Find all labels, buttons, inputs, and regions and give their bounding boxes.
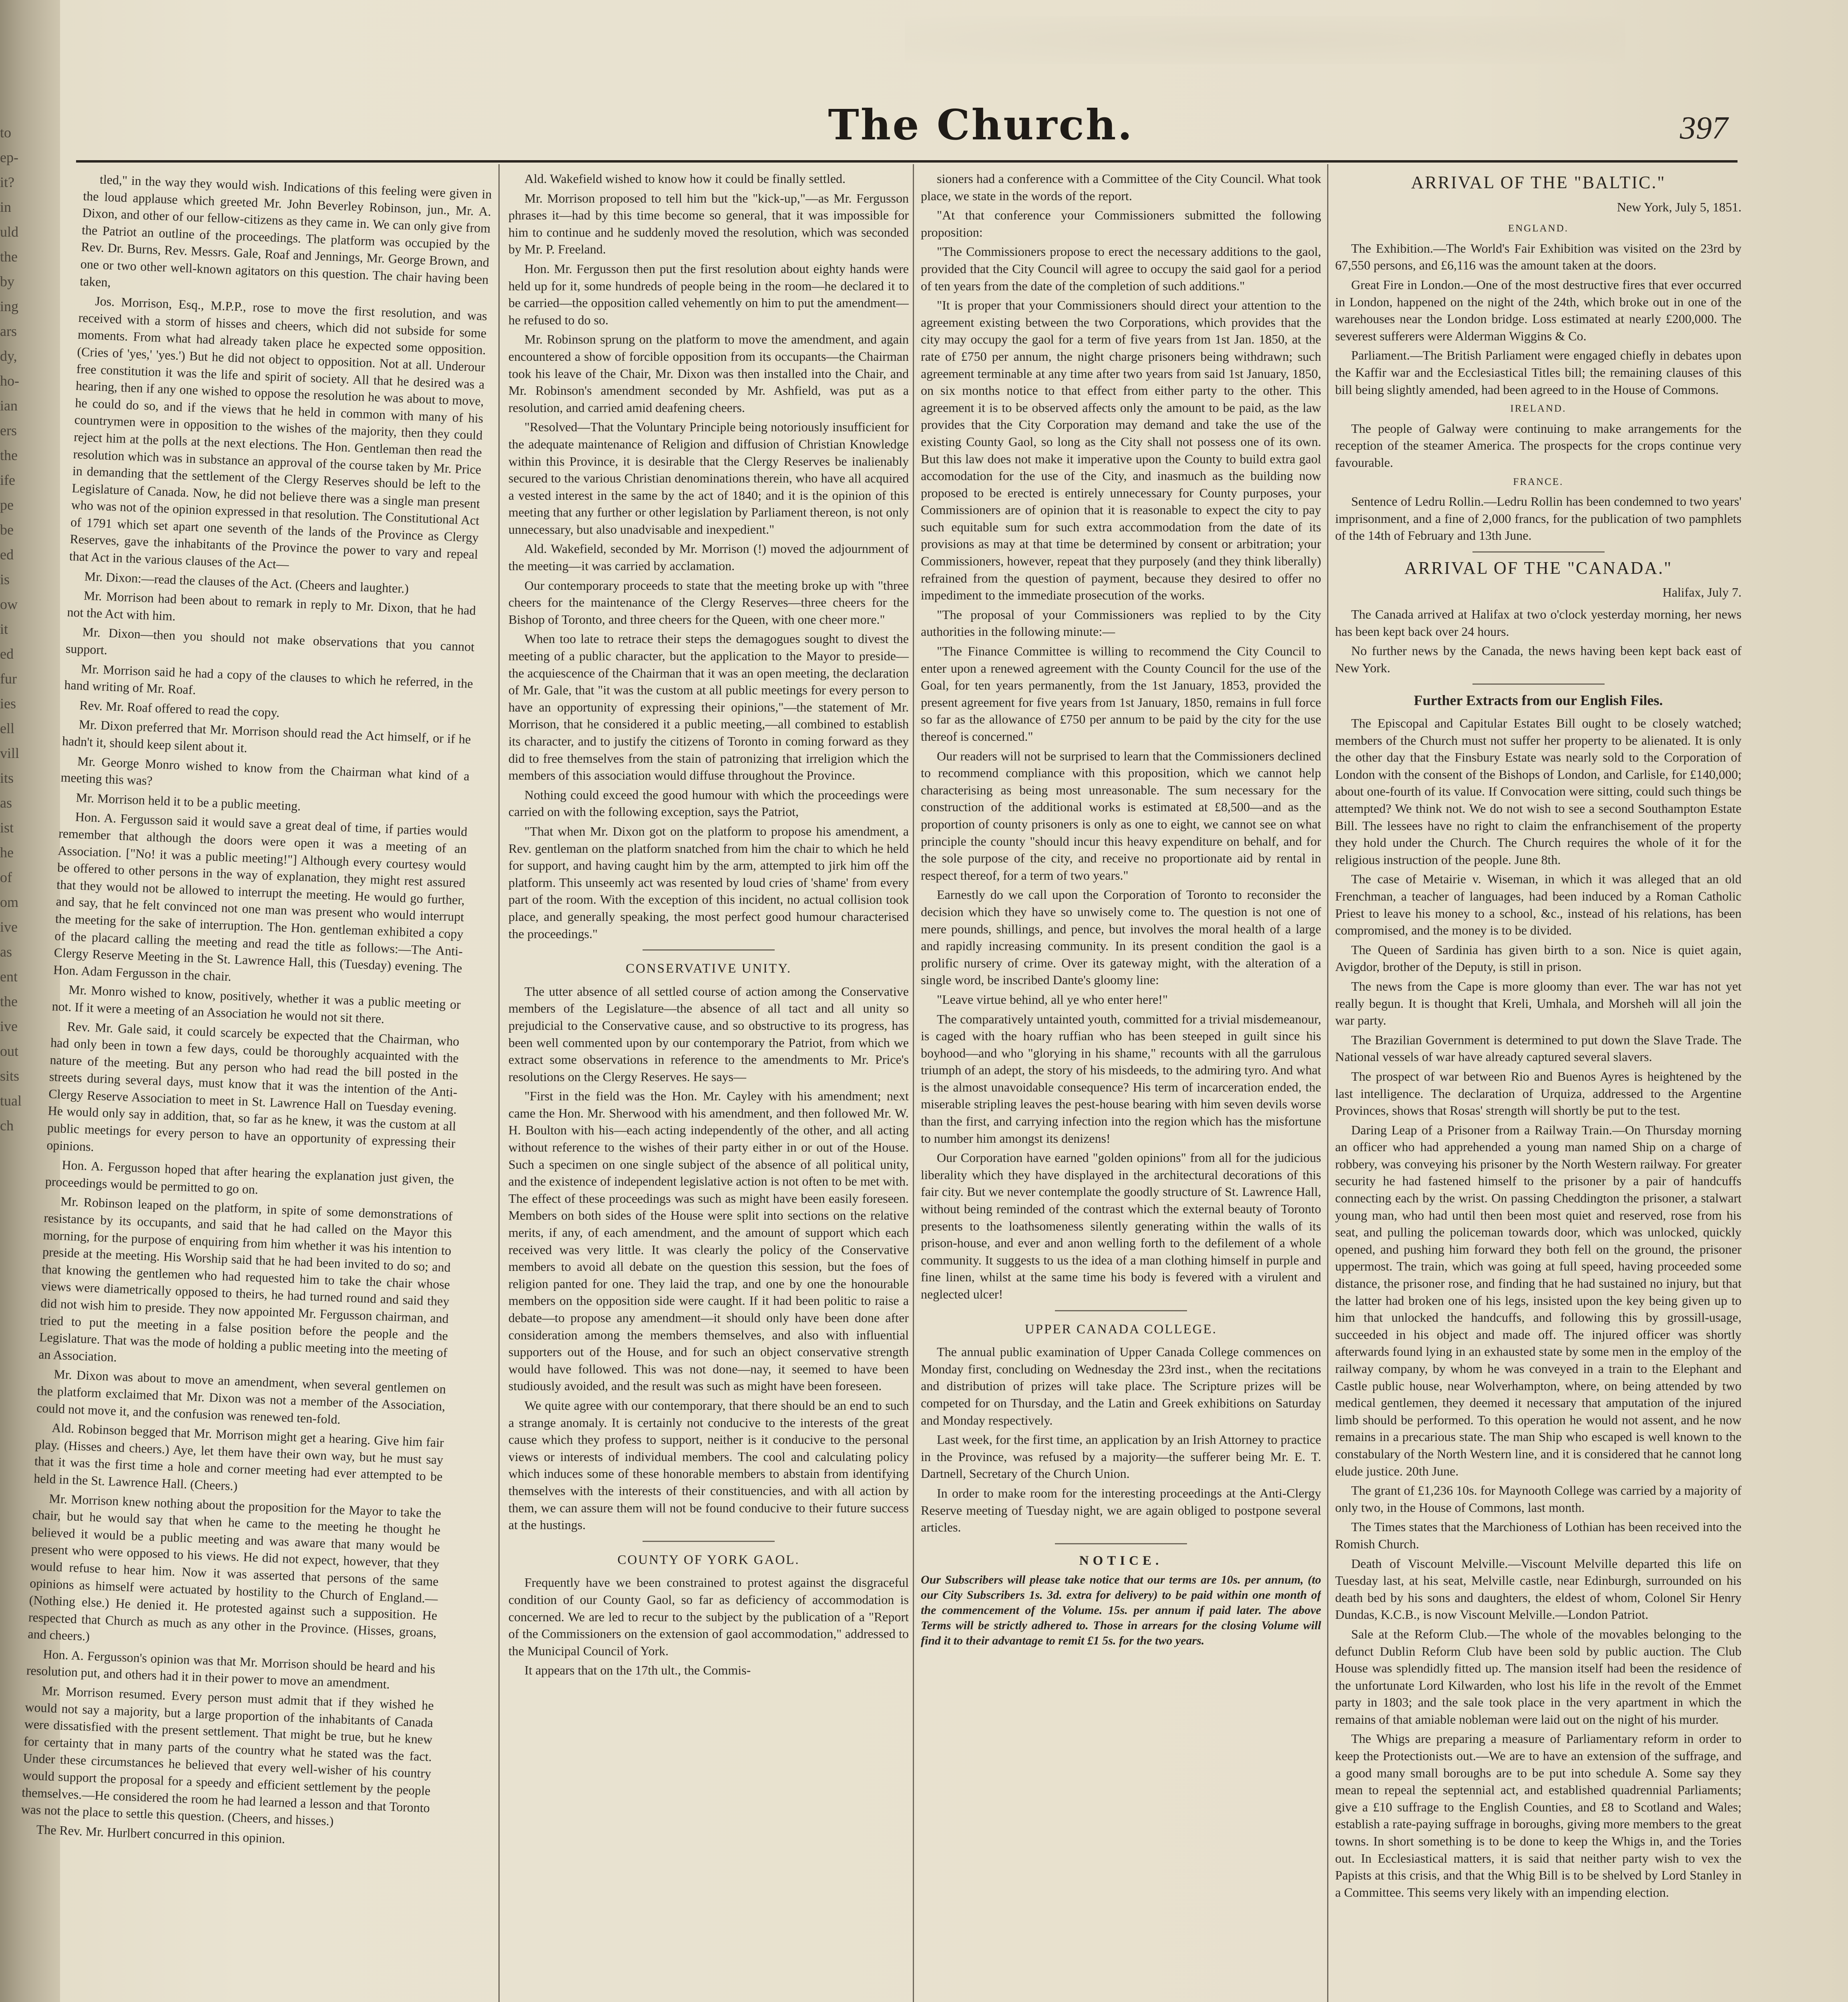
gutter-fragment: be (0, 522, 14, 538)
paragraph: The case of Metairie v. Wiseman, in which it was alleged that an old Frenchman, a teacher of languages, had been induced by a Roman Catholic Priest to leave his money to a school, &c., instead of his relations, has been compromised, and the money is to be divided. (1335, 872, 1742, 938)
paragraph: The Exhibition.—The World's Fair Exhibition was visited on the 23rd by 67,550 persons, and £6,116 was the amount taken at the doors. (1335, 241, 1742, 273)
paragraph: The Whigs are preparing a measure of Parliamentary reform in order to keep the Protectionists out.—We are to have an extension of the suffrage, and a good many small boroughs are to be put into schedule A. Some say they mean to repeal the septennial act, and established quadrennial Parliaments; give a £10 suffrage to the English Counties, and £8 to Scotland and Wales; establish a rate-paying suffrage in boroughs, giving more members to the great towns. In short something is to be done to keep the Whigs in, and the Tories out. In Ecclesiastical matters, it is said that neither party wish to vex the Papists at this crisis, and that the Whig Bill is to be shelved by Lord Stanley in a Committee. This seems very likely with an impending election. (1335, 1731, 1742, 1899)
section-rule (1472, 683, 1605, 685)
paragraph: When too late to retrace their steps the demagogues sought to divest the meeting of a public character, but the application to the Mayor to preside—the acquiescence of the Chairman that it was an open meeting, the declaration of Mr. Gale, that "it was the custom at all public meetings for every person to have an opportunity of expressing their opinions,"—the statement of Mr. Morrison, that he considered it a public meeting,—all combined to establish its character, and to justify the citizens of Toronto in coming forward as they did to free themselves from the stain of patronizing that irreligion which the members of this association would diffuse throughout the Province. (508, 631, 909, 783)
paragraph: Mr. George Monro wished to know from the Chairman what kind of a meeting this was? (60, 754, 470, 788)
paragraph: Mr. Dixon was about to move an amendment, when several gentlemen on the platform exclaimed that Mr. Dixon was not a member of the Association, could not move it, and the confusion was renewed ten-fold. (36, 1367, 446, 1427)
gutter-fragment: fur (0, 671, 17, 687)
paragraph: Mr. Morrison had been about to remark in reply to Mr. Dixon, that he had not the Act with him. (66, 588, 476, 623)
column-1 (0, 170, 492, 2002)
paragraph: Mr. Morrison held it to be a public meeting. (76, 790, 301, 813)
paragraph: In order to make room for the interesting proceedings at the Anti-Clergy Reserve meeting of Tuesday night, we are again obliged to postpone several articles. (921, 1485, 1321, 1535)
gutter-fragment: ian (0, 398, 18, 414)
paragraph: Ald. Wakefield wished to know how it could be finally settled. (524, 171, 846, 186)
gutter-fragment: om (0, 894, 19, 910)
paragraph: tled," in the way they would wish. Indications of this feeling were given in the loud applause which greeted Mr. John Beverley Robinson, jun., Mr. A. Dixon, and other of our fellow-citizens as they came in. We can only give from the Patriot an outline of the proceedings. The platform was occupied by the Rev. Dr. Burns, Rev. Messrs. Gale, Roaf and Jennings, Mr. George Brown, and one or two other well-known agitators on this question. The chair having been taken, (79, 172, 492, 289)
gutter-fragment: ell (0, 720, 14, 736)
column-rule (1327, 164, 1328, 2002)
gutter-fragment: the (0, 447, 18, 463)
paragraph: Jos. Morrison, Esq., M.P.P., rose to move the first resolution, and was received with a storm of hisses and cheers, which did not subside for some moments. From what had already taken place he expected some opposition. (Cries of 'yes,' 'yes.') But he did not object to opposition. Not at all. Underour free constitution it was the life and spirit of society. All that he desired was a hearing, then if any one wished to oppose the resolution he was about to move, he could do so, and if the views that he held in common with many of his countrymen were in opposition to the wishes of the majority, then they could reject him at the polls at the next elections. The Hon. Gentleman then read the resolution which was in substance an approval of the course taken by Mr. Price in demanding that the settlement of the Clergy Reserves should be left to the Legislature of Canada. Now, he did not believe there was a single man present who was not of the opinion expressed in that resolution. The Constitutional Act of 1791 which set apart one seventh of the lands of the Province as Clergy Reserves, gave the inhabitants of the Province the power to vary and repeal that Act in the various clauses of the Act— (69, 293, 488, 572)
canada-news (1335, 606, 1742, 676)
paragraph: No further news by the Canada, the news having been kept back east of New York. (1335, 643, 1742, 675)
paragraph: Mr. Morrison said he had a copy of the clauses to which he referred, in the hand writing of Mr. Roaf. (64, 661, 474, 697)
gutter-fragment: ies (0, 695, 16, 712)
paragraph: "Resolved—That the Voluntary Principle being notoriously insufficient for the adequate maintenance of Religion and diffusion of Christian Knowledge within this Province, it is desirable that the Clergy Reserves be inalienably secured to the various Christian denominations therein, who have all acquired a vested interest in the same by the act of 1840; and it is the opinion of this meeting that any further or other legislation by Parliament thereon, is not only unnecessary, but also unadvisable and inexpedient." (508, 420, 909, 537)
england-news (1335, 240, 1742, 398)
france-news: Sentence of Ledru Rollin.—Ledru Rollin has been condemned to two years' imprisonment, and a fine of 2,000 francs, for the publication of two pamphlets of the 14th of February and 13th June. (1335, 494, 1742, 543)
gutter-fragment: it? (0, 174, 14, 190)
section-rule (643, 1541, 775, 1542)
paragraph: sioners had a conference with a Committee of the City Council. What took place, we state in the words of the report. (921, 171, 1321, 203)
conservative-unity-article (508, 983, 909, 1534)
paragraph: The comparatively untainted youth, committed for a trivial misdemeanour, is caged with the hoary ruffian who has been steeped in guilt since his boyhood—and who "glorying in his shame," recounts with all the garrulous triumph of an adept, the story of his misdeeds, to the admiring tyro. And what is the almost unavoidable consequence? His term of incarceration ended, the miserable stripling leaves the pest-house bearing with him seven devils worse than the first, and carrying infection into the region which has the misfortune to number him amongst its denizens! (921, 1011, 1321, 1146)
gutter-fragment: ing (0, 298, 19, 314)
paragraph: Hon. A. Fergusson said it would save a great deal of time, if parties would remember that although the doors were open it was a meeting of an Association. ["No! it was a public meeting!"] Although every courtesy would be offered to other persons in the way of explanation, they might rest assured that they would not be allowed to interrupt the meeting. He would go further, and say, that he felt convinced not one man was present who would interrupt the meeting for the sake of interruption. The Hon. gentleman exhibited a copy of the placard calling the meeting and read the title as follows:—The Anti-Clergy Reserve Meeting in the St. Lawrence Hall, this (Tuesday) evening. The Hon. Adam Fergusson in the chair. (53, 809, 468, 984)
paragraph: Death of Viscount Melville.—Viscount Melville departed this life on Tuesday last, at his seat, Melville castle, near Edinburgh, surrounded on his death bed by his sons and daughters, the eldest of whom, Colonel Sir Henry Dundas, K.C.B., is now Viscount Melville.—London Patriot. (1335, 1556, 1742, 1622)
gutter-fragment: ers (0, 422, 17, 438)
gutter-fragment: it (0, 621, 8, 637)
paragraph: The Episcopal and Capitular Estates Bill ought to be closely watched; members of the Church must not suffer her property to be alienated. It is only the other day that the Finsbury Estate was nearly sold to the Corporation of London with the consent of the Bishops of London, and Carlisle, for £140,000; about one-fourth of its value. If Convocation were sitting, could such things be attempted? We think not. We do not wish to see a second Southampton Estate Bill. The lessees have no right to claim the enfranchisement of the property they hold under the Church. The Church requires the whole of it for the religious instruction of the people. June 8th. (1335, 716, 1742, 867)
column-4 (1335, 170, 1742, 2002)
gutter-fragment: pe (0, 497, 14, 513)
paragraph: Mr. Robinson leaped on the platform, in spite of some demonstrations of resistance by its occupants, and said that he had called on the Mayor this morning, for the purpose of enquiring from him whether it was his intention to preside at the meeting. His Worship said that he had been invited to do so; and that knowing the gentlemen who had requested him to take the chair whose views were diametrically opposed to theirs, he had turned round and said they did not wish him to preside. They now appointed Mr. Fergusson chairman, and tried to put the meeting in a false position before the people and the Legislature. That was the mode of holding a public meeting into the meeting of an Association. (38, 1194, 453, 1365)
gutter-fragment: as (0, 944, 12, 960)
column-2 (508, 170, 909, 2002)
column-rule (913, 164, 914, 2002)
paragraph: "First in the field was the Hon. Mr. Cayley with his amendment; next came the Hon. Mr. Sherwood with his amendment, and then followed Mr. W. H. Boulton with his—each acting independently of the other, and all acting without reference to the wishes of their party either in or out of the House. Such a specimen on one single subject of the absence of all political unity, and the existence of independent legislative action is not often to be met with. The effect of these proceedings was such as might have been easily foreseen. Members on both sides of the House were split into sections on the relative merits, if any, of each amendment, and the amount of support which each received was very little. It was clearly the policy of the Conservative members to avoid all debate on the question this session, but the foes of religion panted for one. They laid the trap, and one by one the honourable members on the opposition side were caught. If it had been politic to raise a debate—to propose any amendment—it should only have been done after consideration among the members themselves, and also with influential supporters out of the House, and for such an object conservative strength would have followed. This was not done—nay, it seemed to have been studiously avoided, and the result was such as might have been foreseen. (508, 1089, 909, 1393)
paragraph: Our contemporary proceeds to state that the meeting broke up with "three cheers for the maintenance of the Clergy Reserves—three cheers for the Bishop of Toronto, and three cheers for the Queen, with one cheer more." (508, 578, 909, 627)
paragraph: The Queen of Sardinia has given birth to a son. Nice is quiet again, Avigdor, brother of the Deputy, is still in prison. (1335, 942, 1742, 974)
gutter-fragment: is (0, 571, 10, 587)
paragraph: Hon. Mr. Fergusson then put the first resolution about eighty hands were held up for it, some hundreds of people being in the room—he declared it to be carried—the opposition called vehemently on him to put the amendment—he refused to do so. (508, 261, 909, 327)
meeting-report-continued (508, 170, 909, 942)
subscriber-notice: Our Subscribers will please take notice that our terms are 10s. per annum, (to our City Subscribers 1s. 3d. extra for delivery) to be paid within one month of the commencement of the Volume. 15s. per annum if paid later. The above Terms will be strictly adhered to. Those in arrears for the closing Volume will find it to their advantage to remit £1 5s. for the two years. (921, 1573, 1321, 1648)
gutter-fragment: its (0, 770, 14, 786)
paragraph: "The Commissioners propose to erect the necessary additions to the gaol, provided that the City Council will agree to occupy the said gaol for a period of ten years from the date of the completion of such additions." (921, 244, 1321, 293)
gutter-fragment: ed (0, 646, 14, 662)
gutter-fragment: as (0, 795, 12, 811)
header-rule (76, 160, 1738, 163)
paragraph: It appears that on the 17th ult., the Commis- (524, 1663, 751, 1678)
gutter-fragment: tual (0, 1093, 22, 1109)
gutter-fragment: ch (0, 1118, 14, 1134)
gutter-fragment: he (0, 844, 14, 860)
paragraph: Ald. Wakefield, seconded by Mr. Morrison (!) moved the adjournment of the meeting—it was carried by acclamation. (508, 541, 909, 573)
paragraph: We quite agree with our contemporary, that there should be an end to such a strange anomaly. It is certainly not conducive to the interests of the great cause which they profess to support, neither is it conducive to the personal views or interests of individual members. The cool and calculating policy which induces some of these honorable members to abstain from identifying themselves with the interests of their constituencies, and with all action by them, we can assure them will not be found conducive to their future success at the hustings. (508, 1398, 909, 1532)
gutter-fragment: the (0, 993, 18, 1009)
paragraph: Mr. Dixon:—read the clauses of the Act. (Cheers and laughter.) (84, 569, 409, 596)
paragraph: "It is proper that your Commissioners should direct your attention to the agreement existing between the two Corporations, which provides that the city may occupy the gaol for a term of five years from 1st Jan. 1850, at the rate of £750 per annum, the night charge prisoners being withdrawn; such agreement terminable at any time after two years from said 1st January, 1850, on six months notice to that effect from either party to the other. This agreement it is to be observed affects only the amount to be paid, as the law provides that the City Corporation may demand and take the use of the existing County Gaol, so long as the City shall not possess one of its own. But this law does not make it imperative upon the County to build extra gaol accomodation for the use of the City, and inasmuch as the building now proposed to be erected is entirely unnecessary for County purposes, your Commissioners are of opinion that it is reasonable to expect the city to pay such equitable sum for such extra accommodation from the date of its provisions as may at that time be determined by consent or arbitration; your Commissioners, however, repeat that they purposely (and they think liberally) refrained from the question of payment, because they desired to offer no impediment to the immediate prosecution of the works. (921, 298, 1321, 603)
gutter-fragment: ist (0, 820, 14, 836)
paragraph: The annual public examination of Upper Canada College commences on Monday first, concluding on Wednesday the 23rd inst., when the recitations and distribution of prizes will take place. The Scripture prizes will be competed for on Thursday, and the Latin and Greek exhibitions on Saturday and Monday respectively. (921, 1345, 1321, 1427)
subheading-ireland: IRELAND. (1510, 403, 1567, 414)
section-rule (1472, 551, 1605, 553)
subheading-england: ENGLAND. (1508, 223, 1569, 234)
gutter-fragment: the (0, 249, 18, 265)
heading-county-gaol: COUNTY OF YORK GAOL. (617, 1552, 800, 1567)
gutter-fragment: dy, (0, 348, 17, 364)
newspaper-title: The Church. (828, 100, 1134, 149)
county-gaol-article (508, 1574, 909, 1679)
paragraph: "At that conference your Commissioners submitted the following proposition: (921, 208, 1321, 239)
paragraph: Daring Leap of a Prisoner from a Railway Train.—On Thursday morning an officer who had apprehended a young man named Ship on a charge of robbery, was conveying his prisoner by the North Western railway. For greater security he had fastened himself to the prisoner by a pair of handcuffs connecting each by the wrist. On passing Cheddington the prisoner, a stalwart young man, who had until then been most quiet and reserved, rose from his seat, and pulling the policeman towards door, which was unlocked, quickly opened, and pushing him forward they both fell on the ground, the prisoner uppermost. The train, which was going at full speed, having proceeded some distance, the prisoner rose, and finding that he had sustained no injury, but that the latter had broken one of his legs, insisted upon the key being given up to him that unlocked the handcuffs, and following this by grossill-usage, succeeded in his object and made off. The injured officer was shortly afterwards found lying in an exhausted state by some men in the employ of the railway company, by whom he was conveyed in a train to the Elephant and Castle public house, near Wolverhampton, where, on being attended by two medical gentlemen, they deemed it necessary that amputation of the injured limb should be performed. To this operation he would not assent, and he now remains in a precarious state. The man Ship who escaped is well known to the constabulary of the North Western line, and it is considered that he cannot long elude justice. 20th June. (1335, 1122, 1742, 1478)
ireland-news: The people of Galway were continuing to make arrangements for the reception of the steamer America. The prospects for the crops continue very favourable. (1335, 421, 1742, 470)
gutter-fragment: out (0, 1043, 19, 1059)
subheading-france: FRANCE. (1513, 476, 1564, 487)
paragraph: Mr. Morrison proposed to tell him but the "kick-up,"—as Mr. Fergusson phrases it—had by this time become so general, that it was impossible for him to continue and he suddenly moved the resolution, which was seconded by Mr. P. Freeland. (508, 191, 909, 257)
paragraph: Mr. Dixon—then you should not make observations that you cannot support. (65, 625, 475, 657)
paragraph: The Rev. Mr. Hurlbert concurred in this opinion. (36, 1822, 285, 1846)
paragraph: Mr. Monro wished to know, positively, whether it was a public meeting or not. If it were a meeting of an Association he would not sit there. (52, 982, 461, 1026)
paragraph: Rev. Mr. Roaf offered to read the copy. (79, 697, 280, 720)
english-files-extracts (1335, 715, 1742, 1901)
gutter-fragment: ars (0, 323, 17, 339)
paragraph: Nothing could exceed the good humour with which the proceedings were carried on with the following exception, says the Patriot, (508, 787, 909, 819)
heading-upper-canada-college: UPPER CANADA COLLEGE. (1024, 1322, 1217, 1337)
paragraph: Frequently have we been constrained to protest against the disgraceful condition of our County Gaol, so far as deficiency of accommodation is concerned. We are led to recur to the subject by the publication of a "Report of the Commissioners on the extension of gaol accommodation," addressed to the Municipal Council of York. (508, 1575, 909, 1658)
gutter-fragment: ent (0, 969, 18, 985)
dateline-halifax: Halifax, July 7. (1662, 585, 1742, 600)
section-rule (643, 949, 775, 951)
gutter-fragment: by (0, 273, 14, 289)
gutter-fragment: ive (0, 919, 18, 935)
gutter-fragment: sits (0, 1068, 20, 1084)
paragraph: The utter absence of all settled course of action among the Conservative members of the Legislature—the absence of all tact and all unity so prejudicial to the Conservative cause, and so obstructive to its progress, has been well commented upon by our contemporary the Patriot, from which we extract some observations in reference to the amendments to Mr. Price's resolutions on the Clergy Reserves. He says— (508, 984, 909, 1084)
gutter-fragment: ow (0, 596, 18, 612)
gutter-fragment: uld (0, 224, 19, 240)
paragraph: "That when Mr. Dixon got on the platform to propose his amendment, a Rev. gentleman on the platform snatched from him the chair to which he held for support, and having caught him by the arm, attempted to jirk him off the platform. This unseemly act was resented by loud cries of 'shame' from every part of the room. With the exception of this incident, no actual collision took place, and generally speaking, the most perfect good humour characterised the proceedings." (508, 824, 909, 941)
heading-arrival-baltic: ARRIVAL OF THE "BALTIC." (1411, 173, 1666, 192)
heading-english-files: Further Extracts from our English Files. (1414, 692, 1663, 709)
gutter-fragment: ive (0, 1018, 18, 1034)
paragraph: Mr. Morrison resumed. Every person must admit that if they wished he would not say a majority, but a large proportion of the inhabitants of Canada were dissatisfied with the present settlement. That might be true, but he knew for certainty that in many parts of the country what he stated was the fact. Under these circumstances he believed that every well-wisher of his country would support the proposal for a speedy and efficient settlement by the people themselves.—He considered the room he had learned a lesson and that Toronto was not the place to settle this question. (Cheers, and hisses.) (21, 1683, 434, 1829)
gutter-fragment: vill (0, 745, 20, 761)
section-rule (1055, 1310, 1187, 1311)
dateline-new-york: New York, July 5, 1851. (1617, 199, 1742, 214)
masthead (681, 100, 1281, 152)
gutter-fragment: ed (0, 547, 14, 563)
paragraph: Ald. Robinson begged that Mr. Morrison might get a hearing. Give him fair play. (Hisses and cheers.) Aye, let them have their own way, but he must say that it was the first time a hole and corner meeting had ever attempted to be held in the St. Lawrence Hall. (Cheers.) (33, 1420, 444, 1493)
column-rule (498, 164, 500, 2002)
paragraph: Last week, for the first time, an application by an Irish Attorney to practice in the Province, was refused by a majority—the sufferer being Mr. E. T. Dartnell, Secretary of the Church Union. (921, 1432, 1321, 1481)
column-3 (921, 170, 1321, 2002)
paragraph: "Leave virtue behind, all ye who enter here!" (937, 992, 1168, 1007)
paragraph: The Times states that the Marchioness of Lothian has been received into the Romish Church. (1335, 1520, 1742, 1551)
paragraph: Rev. Mr. Gale said, it could scarcely be expected that the Chairman, who had only been in town a few days, could be thoroughly acquainted with the nature of the meeting. But any person who had read the bill posted in the streets during several days, must know that it was the intention of the Anti-Clergy Reserve Association to meet in St. Lawrence Hall on Tuesday evening. He would only say in addition, that, so far as he knew, it was the custom at all public meetings for every person to have an opportunity of expressing their opinions. (46, 1019, 460, 1154)
paragraph: Mr. Robinson sprung on the platform to move the amendment, and again encountered a show of forcible opposition from its occupants—the Chairman took his leave of the Chair, Mr. Dixon was then installed into the Chair, and Mr. Robinson's amendment seconded by Mr. Ashfield, was put as a resolution, and carried amid deafening cheers. (508, 332, 909, 415)
section-rule (1055, 1543, 1187, 1544)
paragraph: Sale at the Reform Club.—The whole of the movables belonging to the defunct Dublin Reform Club have been sold by public auction. The Club House was splendidly fitted up. The mansion itself had been the residence of the unfortunate Lord Kilwarden, who lost his life in the revolt of the Emmet party in 1803; and the sale took place in the very apartment in which the remains of that amiable nobleman were laid out on the night of his murder. (1335, 1626, 1742, 1727)
gutter-fragment: ife (0, 472, 15, 488)
county-gaol-article-continued (921, 170, 1321, 1303)
paragraph: Earnestly do we call upon the Corporation of Toronto to reconsider the decision which they have so unwisely come to. The question is not one of mere pounds, shillings, and pence, but involves the moral health of a large and rapidly increasing community. In its present condition the gaol is a prolific nursery of crime. Over its gateway might, with the alteration of a single word, be inscribed Dante's gloomy line: (921, 887, 1321, 987)
paragraph: Parliament.—The British Parliament were engaged chiefly in debates upon the Kaffir war and the Ecclesiastical Titles bill; the remaining clauses of this bill being slightly amended, had been agreed to in the House of Commons. (1335, 348, 1742, 397)
heading-conservative-unity: CONSERVATIVE UNITY. (625, 961, 792, 976)
gutter-fragment: to (0, 125, 12, 141)
paragraph: "The proposal of your Commissioners was replied to by the City authorities in the following minute:— (921, 607, 1321, 639)
gutter-fragment: of (0, 869, 12, 885)
paragraph: Mr. Dixon preferred that Mr. Morrison should read the Act himself, or if he hadn't it, should keep silent about it. (62, 717, 471, 755)
notice-heading: NOTICE. (1079, 1553, 1163, 1568)
previous-page-gutter (0, 120, 28, 2002)
paragraph: Our Corporation have earned "golden opinions" from all for the judicious liberality which they have displayed in the architectural decorations of this fair city. But we never contemplate the goodly structure of St. Lawrence Hall, without being reminded of the contrast which the external beauty of Toronto presents to the loathsomeness silently generating within the walls of its prison-house, and ever and anon welling forth to the defilement of a whole community. It suggests to us the idea of a man clothing himself in purple and fine linen, whilst at the same time his body is fevered with a virulent and neglected ulcer! (921, 1150, 1321, 1301)
paragraph: Hon. A. Fergusson hoped that after hearing the explanation just given, the proceedings would be permitted to go on. (45, 1157, 454, 1197)
gutter-fragment: ho- (0, 373, 19, 389)
paragraph: The news from the Cape is more gloomy than ever. The war has not yet really begun. It is thought that Kreli, Umhala, and Morsheh will all join the war party. (1335, 979, 1742, 1028)
page-number: 397 (1680, 111, 1728, 146)
paragraph: "The Finance Committee is willing to recommend the City Council to enter upon a renewed agreement with the County Council for the use of the Goal, for ten years permanently, from the 1st January, 1853, provided the present agreement for five years from 1st January, 1850, remains in full force so far as the allowance of £750 per annum to be paid by the city for the use thereof is concerned." (921, 644, 1321, 744)
paragraph: Mr. Morrison knew nothing about the proposition for the Mayor to take the chair, but he would say that when he came to the meeting he thought he believed it would be a public meeting and was aware that many would be present who were opposed to his views. He did not expect, however, that they would refuse to hear him. Now it was asserted that persons of the same opinions as himself were actuated by hostility to the Church of England.—(Nothing else.) He denied it. He protested against such a supposition. He respected that Church as much as any other in the Province. (Hisses, groans, and cheers.) (27, 1491, 442, 1644)
paragraph: Great Fire in London.—One of the most destructive fires that ever occurred in London, happened on the night of the 24th, which broke out in one of the warehouses near the London bridge. Loss estimated at nearly £200,000. The severest sufferers were Alderman Wiggins & Co. (1335, 277, 1742, 343)
paragraph: Hon. A. Fergusson's opinion was that Mr. Morrison should be heard and his resolution put, and others had it in their power to move an amendment. (26, 1646, 436, 1692)
gutter-fragment: in (0, 199, 12, 215)
paper-stain (905, 16, 1625, 64)
gutter-fragment: ep- (0, 149, 18, 165)
paragraph: Our readers will not be surprised to learn that the Commissioners declined to recommend compliance with this proposition, which we cannot help characterising as being most unreasonable. The sum necessary for the construction of the additional works is estimated at £8,500—and as the proportion of county prisoners is only as one to eight, we cannot see on what principle the county "should incur this heavy expenditure on behalf, and for the sole purpose of the city, and receive no proportionate aid by rental in respect thereof, for a term of two years." (921, 748, 1321, 882)
paragraph: The Canada arrived at Halifax at two o'clock yesterday morning, her news has been kept back over 24 hours. (1335, 607, 1742, 639)
college-and-notes (921, 1343, 1321, 1536)
heading-arrival-canada: ARRIVAL OF THE "CANADA." (1404, 558, 1673, 578)
paragraph: The grant of £1,236 10s. for Maynooth College was carried by a majority of only two, in the House of Commons, last month. (1335, 1483, 1742, 1515)
paragraph: The prospect of war between Rio and Buenos Ayres is heightened by the last intelligence. The declaration of Urquiza, addressed to the Argentine Provinces, shows that Rosas' strength will shortly be put to the test. (1335, 1069, 1742, 1118)
paragraph: The Brazilian Government is determined to put down the Slave Trade. The National vessels of war have already captured several slavers. (1335, 1032, 1742, 1064)
